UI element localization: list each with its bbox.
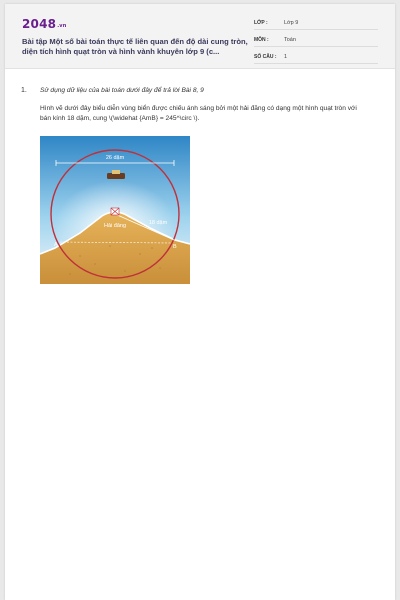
chord-label: 26 dặm (105, 155, 125, 161)
document-page (5, 4, 395, 600)
site-logo[interactable] (22, 17, 67, 31)
meta-class-label: LỚP : (254, 19, 268, 26)
logo-tld: .vn (57, 23, 67, 29)
point-a-label: A (54, 242, 58, 248)
meta-subject-value: Toán (284, 36, 296, 43)
point-b-label: B (173, 244, 177, 250)
meta-row-class (254, 16, 378, 30)
logo-text: 2048 (22, 17, 57, 31)
question-text: Hình vẽ dưới đây biểu diễn vùng biển được chiếu ánh sáng bởi một hải đăng có dạng một hình quạt tròn với bán kính 18 dặm, cung \(\widehat {AmB} = 245^\circ \). (40, 105, 357, 122)
meta-row-count (254, 50, 378, 64)
meta-subject-label: MÔN : (254, 36, 269, 43)
radius-label: 18 dặm (148, 220, 168, 226)
meta-row-subject (254, 33, 378, 47)
question-instruction: Sử dụng dữ liệu của bài toán dưới đây để trả lời Bài 8, 9 (40, 87, 204, 94)
meta-count-label: SỐ CÂU : (254, 53, 277, 60)
lighthouse-label: Hải đăng (103, 223, 127, 229)
question-number: 1. (21, 87, 27, 94)
meta-count-value: 1 (284, 53, 288, 60)
document-header (5, 4, 395, 69)
lighthouse-figure (40, 136, 190, 284)
lighthouse-icon (111, 208, 119, 215)
meta-class-value: Lớp 9 (284, 19, 299, 26)
lighthouse-illustration (40, 136, 190, 284)
document-meta (254, 16, 378, 67)
document-title: Bài tập Một số bài toán thực tế liên quan đến độ dài cung tròn, diện tích hình quạt tròn và hình vành khuyên lớp 9 (c... (22, 37, 248, 56)
